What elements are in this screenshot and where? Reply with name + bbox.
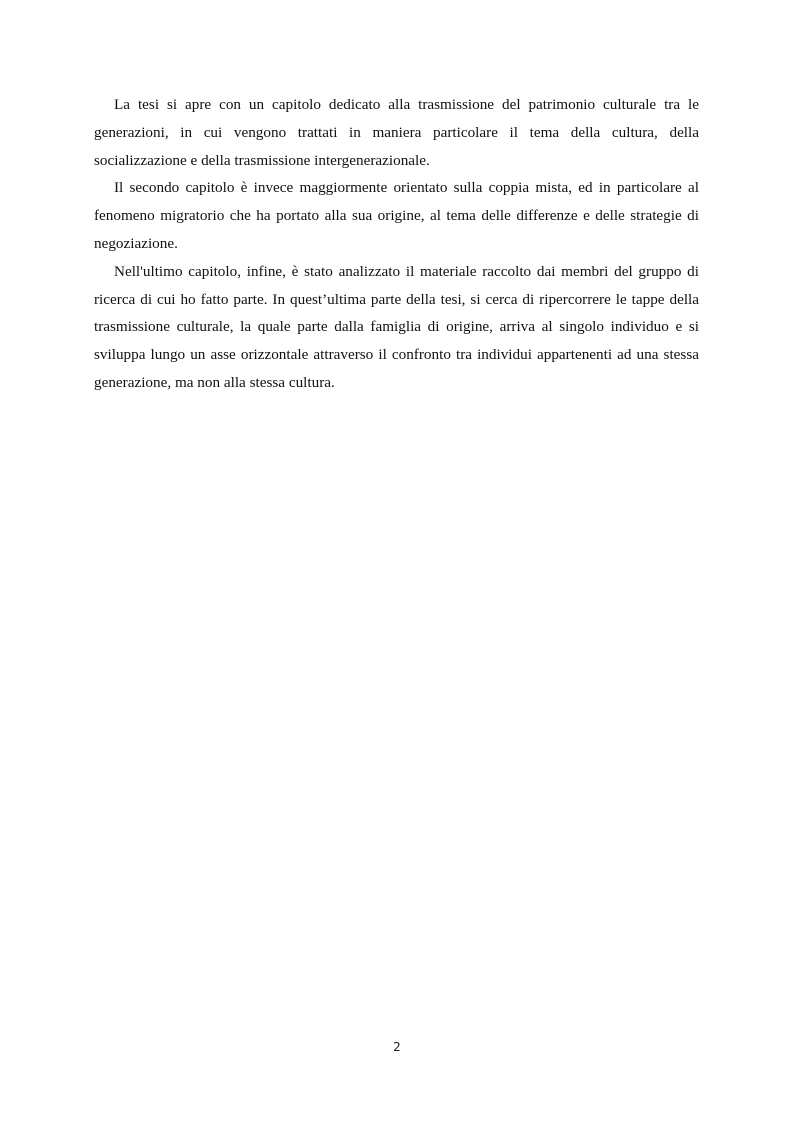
paragraph-2: Il secondo capitolo è invece maggiormente orientato sulla coppia mista, ed in particolare al fenomeno migratorio che ha portato alla sua origine, al tema delle differenze e delle strategie di negoziazione.	[94, 179, 699, 252]
paragraph-3: Nell'ultimo capitolo, infine, è stato analizzato il materiale raccolto dai membri del gruppo di ricerca di cui ho fatto parte. In quest’ultima parte della tesi, si cerca di ripercorrere le tappe della trasmissione culturale, la quale parte dalla famiglia di origine, arriva al singolo individuo e si sviluppa lungo un asse orizzontale attraverso il confronto tra individui appartenenti ad una stessa generazione, ma non alla stessa cultura.	[94, 262, 699, 391]
page-number: 2	[393, 1040, 401, 1054]
body-text	[94, 91, 699, 397]
paragraph-1: La tesi si apre con un capitolo dedicato alla trasmissione del patrimonio culturale tra le generazioni, in cui vengono trattati in maniera particolare il tema della cultura, della socializzazione e della trasmissione intergenerazionale.	[94, 96, 699, 169]
